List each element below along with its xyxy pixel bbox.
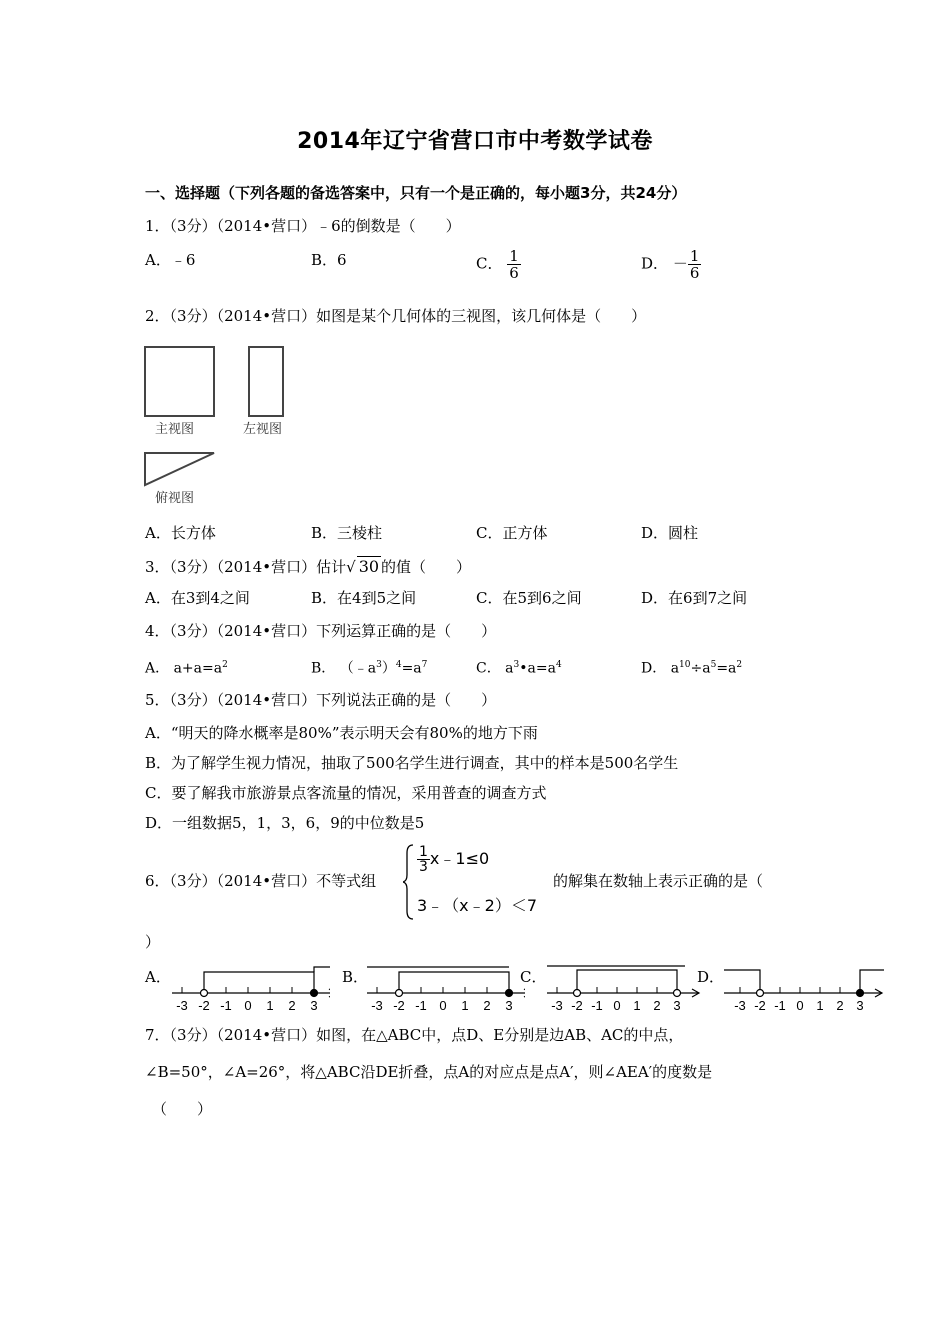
tick-label: -2 bbox=[571, 998, 583, 1013]
tick-label: -3 bbox=[176, 998, 188, 1013]
tick-label: -3 bbox=[734, 998, 746, 1013]
open-point bbox=[574, 990, 581, 997]
fraction-denominator: 6 bbox=[689, 264, 700, 282]
fraction-numerator: 1 bbox=[509, 247, 519, 265]
expression: （﹣a bbox=[339, 660, 377, 677]
tick-label: 0 bbox=[439, 998, 447, 1013]
q1-option-d bbox=[641, 248, 701, 281]
question-4-stem: 4．（3分）（2014•营口）下列运算正确的是（ ） bbox=[145, 622, 497, 640]
exponent: 5 bbox=[710, 660, 717, 670]
q2-option-b: B．三棱柱 bbox=[311, 524, 383, 542]
solution-ray-left bbox=[724, 970, 760, 993]
q3-stem-post: 的值（ ） bbox=[381, 558, 472, 576]
q5-option-a: A．“明天的降水概率是80%”表示明天会有80%的地方下雨 bbox=[145, 724, 538, 742]
top-view-label: 俯视图 bbox=[155, 491, 195, 506]
exponent: 10 bbox=[679, 660, 691, 670]
exponent: 3 bbox=[376, 660, 382, 670]
radical-sign: √ bbox=[346, 558, 356, 576]
tick-label: -1 bbox=[220, 998, 232, 1013]
q4-option-b bbox=[311, 655, 427, 679]
fraction-denominator: 6 bbox=[509, 264, 519, 282]
number-line-a bbox=[170, 960, 330, 1015]
tick-label: 3 bbox=[505, 998, 513, 1013]
fraction-numerator: 1 bbox=[689, 247, 700, 265]
exponent: 7 bbox=[421, 660, 428, 670]
left-view-label: 左视图 bbox=[243, 422, 283, 437]
solution-bracket bbox=[399, 972, 509, 993]
q5-option-b: B．为了解学生视力情况，抽取了500名学生进行调查，其中的样本是500名学生 bbox=[145, 754, 679, 772]
number-line-d bbox=[722, 960, 887, 1015]
open-point bbox=[396, 990, 403, 997]
tick-label: 3 bbox=[310, 998, 318, 1013]
tick-label: 3 bbox=[673, 998, 681, 1013]
open-point bbox=[757, 990, 764, 997]
tick-label: 1 bbox=[633, 998, 641, 1013]
q4-option-a bbox=[145, 655, 228, 679]
q6-stem-close: ） bbox=[145, 933, 161, 951]
tick-label: -3 bbox=[371, 998, 383, 1013]
q1-option-c-label: C． bbox=[476, 254, 503, 273]
q1-option-a: A．﹣6 bbox=[145, 251, 196, 269]
exponent: 4 bbox=[555, 660, 562, 670]
q4-option-c bbox=[476, 655, 562, 679]
fraction-numerator: 1 bbox=[419, 844, 428, 860]
q4-option-d bbox=[641, 655, 742, 679]
expression: ÷a bbox=[690, 660, 711, 677]
expression: a bbox=[670, 660, 680, 677]
q5-option-c: C．要了解我市旅游景点客流量的情况，采用普查的调查方式 bbox=[145, 784, 547, 802]
q2-option-d: D．圆柱 bbox=[641, 524, 699, 542]
inequality-1 bbox=[417, 845, 489, 874]
option-label: C． bbox=[476, 660, 501, 677]
radicand: 30 bbox=[358, 557, 380, 576]
option-label: B． bbox=[311, 660, 336, 677]
question-3-stem bbox=[145, 556, 471, 577]
q6-option-d-label: D． bbox=[697, 968, 725, 986]
minus-sign: － bbox=[672, 254, 688, 273]
exponent: 4 bbox=[395, 660, 402, 670]
q6-stem-pre: 6．（3分）（2014•营口）不等式组 bbox=[145, 872, 377, 890]
expression: a+a=a bbox=[173, 660, 223, 677]
inequality-1-fraction bbox=[417, 845, 430, 874]
left-view-rectangle bbox=[249, 347, 283, 416]
open-point bbox=[201, 990, 208, 997]
option-label: D． bbox=[641, 660, 667, 677]
top-view-triangle bbox=[145, 453, 214, 485]
q2-option-c: C．正方体 bbox=[476, 524, 548, 542]
expression: ） bbox=[381, 660, 396, 677]
tick-label: -2 bbox=[754, 998, 766, 1013]
tick-label: -2 bbox=[198, 998, 210, 1013]
expression: =a bbox=[401, 660, 422, 677]
question-7-line-2: ∠B=50°，∠A=26°，将△ABC沿DE折叠，点A的对应点是点A′，则∠AEA′的度数是 bbox=[145, 1063, 713, 1081]
expression: •a=a bbox=[519, 660, 556, 677]
tick-label: -1 bbox=[774, 998, 786, 1013]
tick-label: 0 bbox=[613, 998, 621, 1013]
exponent: 3 bbox=[513, 660, 520, 670]
expression: a bbox=[505, 660, 514, 677]
option-label: A． bbox=[145, 660, 170, 677]
left-brace bbox=[403, 843, 415, 921]
open-point bbox=[674, 990, 681, 997]
inequality-1-expression: x﹣1≤0 bbox=[429, 849, 490, 868]
inequality-system bbox=[403, 843, 553, 921]
number-line-c bbox=[545, 960, 705, 1015]
tick-label: 0 bbox=[796, 998, 804, 1013]
fraction-denominator: 3 bbox=[419, 859, 428, 875]
question-5-stem: 5．（3分）（2014•营口）下列说法正确的是（ ） bbox=[145, 691, 497, 709]
section-heading: 一、选择题（下列各题的备选答案中，只有一个是正确的，每小题3分，共24分） bbox=[145, 184, 687, 202]
q6-option-b-label: B． bbox=[342, 968, 369, 986]
exponent: 2 bbox=[222, 660, 228, 670]
solution-bracket bbox=[577, 970, 677, 993]
q6-option-c-label: C． bbox=[520, 968, 547, 986]
solution-ray-right bbox=[314, 967, 330, 972]
question-2-stem: 2．（3分）（2014•营口）如图是某个几何体的三视图，该几何体是（ ） bbox=[145, 307, 647, 325]
tick-label: 2 bbox=[836, 998, 844, 1013]
question-7-line-1: 7．（3分）（2014•营口）如图，在△ABC中，点D、E分别是边AB、AC的中点， bbox=[145, 1026, 684, 1044]
front-view-square bbox=[145, 347, 214, 416]
q1-option-b: B．6 bbox=[311, 251, 347, 269]
tick-label: 1 bbox=[461, 998, 469, 1013]
q3-option-b: B．在4到5之间 bbox=[311, 589, 417, 607]
q1-option-c-fraction bbox=[507, 248, 521, 281]
number-line-b bbox=[365, 960, 525, 1015]
q1-option-d-label: D． bbox=[641, 254, 669, 273]
front-view-label: 主视图 bbox=[155, 422, 195, 437]
q1-option-d-fraction bbox=[688, 248, 702, 281]
q3-option-c: C．在5到6之间 bbox=[476, 589, 582, 607]
question-7-line-3: （ ） bbox=[152, 1100, 213, 1118]
q3-option-d: D．在6到7之间 bbox=[641, 589, 748, 607]
tick-label: -2 bbox=[393, 998, 405, 1013]
q3-option-a: A．在3到4之间 bbox=[145, 589, 250, 607]
q1-option-c bbox=[476, 248, 521, 281]
question-1-stem: 1．（3分）（2014•营口）﹣6的倒数是（ ） bbox=[145, 217, 461, 235]
closed-point bbox=[311, 990, 318, 997]
q6-stem-post: 的解集在数轴上表示正确的是（ bbox=[553, 872, 764, 890]
tick-label: 3 bbox=[856, 998, 864, 1013]
tick-label: -3 bbox=[551, 998, 563, 1013]
tick-label: -1 bbox=[415, 998, 427, 1013]
inequality-2: 3﹣（x﹣2）＜7 bbox=[417, 896, 538, 915]
closed-point bbox=[506, 990, 513, 997]
exponent: 2 bbox=[736, 660, 743, 670]
q5-option-d: D．一组数据5，1，3，6，9的中位数是5 bbox=[145, 814, 425, 832]
q6-option-a-label: A． bbox=[145, 968, 171, 986]
solution-bracket bbox=[204, 972, 314, 993]
tick-label: 0 bbox=[244, 998, 252, 1013]
page-title: 2014年辽宁省营口市中考数学试卷 bbox=[297, 129, 653, 154]
tick-label: 1 bbox=[816, 998, 824, 1013]
tick-label: 2 bbox=[483, 998, 491, 1013]
q3-stem-pre: 3．（3分）（2014•营口）估计 bbox=[145, 558, 347, 576]
tick-label: 2 bbox=[653, 998, 661, 1013]
tick-label: 1 bbox=[266, 998, 274, 1013]
tick-label: -1 bbox=[591, 998, 603, 1013]
q2-option-a: A．长方体 bbox=[145, 524, 216, 542]
solution-ray-right bbox=[860, 970, 884, 993]
tick-label: 2 bbox=[288, 998, 296, 1013]
expression: =a bbox=[716, 660, 737, 677]
closed-point bbox=[857, 990, 864, 997]
